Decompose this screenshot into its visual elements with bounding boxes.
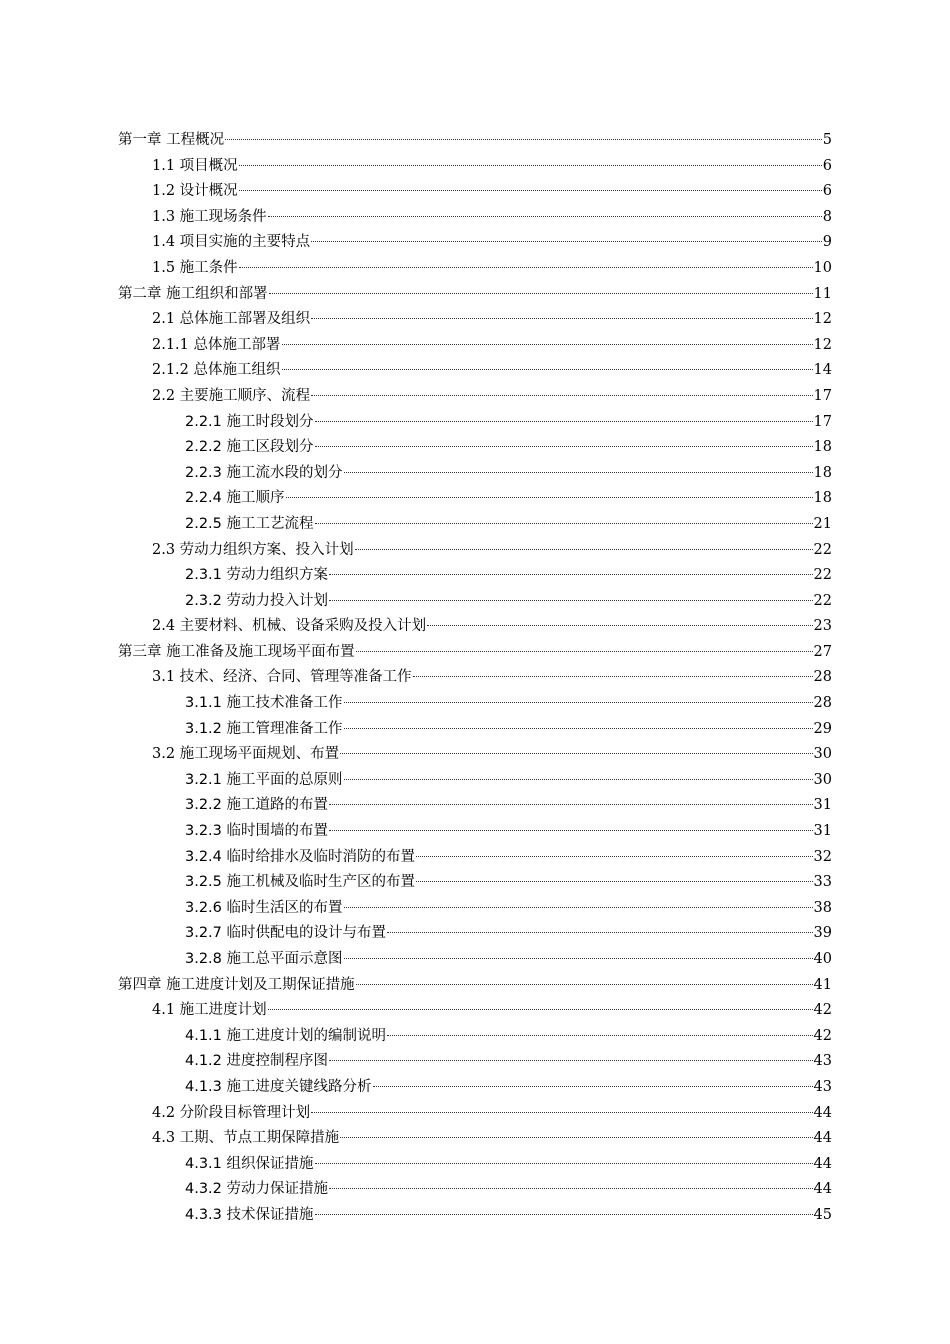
dot-leader — [315, 1199, 813, 1215]
dot-leader — [416, 866, 813, 882]
toc-entry-page-number: 27 — [813, 643, 832, 660]
dot-leader — [315, 431, 813, 447]
toc-entry-page-number: 12 — [813, 336, 832, 353]
toc-entry-title: 3.1 技术、经济、合同、管理等准备工作 — [152, 669, 412, 686]
dot-leader — [269, 278, 813, 294]
toc-entry-page-number: 30 — [813, 771, 832, 788]
dot-leader — [355, 534, 813, 550]
toc-entry-page-number: 33 — [813, 874, 832, 891]
table-of-contents — [0, 128, 950, 1229]
toc-entry-page-number: 11 — [813, 285, 832, 302]
toc-entry-title: 4.3.2 劳动力保证措施 — [185, 1181, 329, 1198]
toc-entry-page-number: 9 — [822, 234, 832, 251]
toc-entry-page-number: 6 — [822, 183, 832, 200]
dot-leader — [344, 943, 813, 959]
toc-entry-page-number: 44 — [813, 1130, 832, 1147]
toc-entry-title: 3.2.4 临时给排水及临时消防的布置 — [185, 848, 416, 865]
dot-leader — [427, 610, 812, 626]
toc-entry-title: 4.1 施工进度计划 — [152, 1002, 267, 1019]
toc-entry-title: 3.2.5 施工机械及临时生产区的布置 — [185, 874, 416, 891]
toc-entry-title: 3.1.2 施工管理准备工作 — [185, 720, 343, 737]
toc-entry-page-number: 28 — [813, 669, 832, 686]
dot-leader — [356, 636, 813, 652]
dot-leader — [286, 482, 813, 498]
toc-entry-page-number: 29 — [813, 720, 832, 737]
toc-entry-title: 4.2 分阶段目标管理计划 — [152, 1104, 311, 1121]
toc-entry-title: 第一章 工程概况 — [118, 132, 225, 148]
toc-entry-title: 2.3 劳动力组织方案、投入计划 — [152, 541, 354, 558]
toc-entry-page-number: 22 — [813, 541, 832, 558]
dot-leader — [268, 994, 813, 1010]
toc-entry-title: 2.2.2 施工区段划分 — [185, 439, 314, 456]
toc-entry-page-number: 21 — [813, 515, 832, 532]
dot-leader — [239, 150, 822, 166]
dot-leader — [311, 1097, 812, 1113]
toc-entry-title: 1.1 项目概况 — [152, 157, 238, 174]
dot-leader — [311, 303, 812, 319]
toc-entry-title: 3.2 施工现场平面规划、布置 — [152, 746, 340, 763]
toc-entry-title: 3.1.1 施工技术准备工作 — [185, 695, 343, 712]
toc-entry-page-number: 6 — [822, 157, 832, 174]
toc-entry-page-number: 8 — [822, 208, 832, 225]
toc-entry-page-number: 31 — [813, 797, 832, 814]
dot-leader — [340, 1122, 812, 1138]
toc-entry-page-number: 14 — [813, 362, 832, 379]
toc-entry-page-number: 28 — [813, 695, 832, 712]
toc-entry-title: 3.2.2 施工道路的布置 — [185, 797, 329, 814]
dot-leader — [344, 892, 813, 908]
toc-entry-title: 1.3 施工现场条件 — [152, 208, 267, 225]
toc-entry-page-number: 44 — [813, 1181, 832, 1198]
toc-entry-title: 第三章 施工准备及施工现场平面布置 — [118, 643, 355, 660]
toc-entry-title: 4.3.1 组织保证措施 — [185, 1155, 314, 1172]
dot-leader — [315, 406, 813, 422]
toc-entry-page-number: 23 — [813, 618, 832, 635]
dot-leader — [268, 201, 822, 217]
toc-entry-page-number: 43 — [813, 1053, 832, 1070]
toc-entry-page-number: 42 — [813, 1002, 832, 1019]
dot-leader — [311, 226, 822, 242]
toc-entry-page-number: 43 — [813, 1078, 832, 1095]
toc-entry-title: 2.1.2 总体施工组织 — [152, 362, 281, 379]
toc-entry-title: 2.3.2 劳动力投入计划 — [185, 592, 329, 609]
toc-entry-page-number: 18 — [813, 439, 832, 456]
dot-leader — [329, 815, 813, 831]
toc-entry-title: 4.3.3 技术保证措施 — [185, 1206, 314, 1223]
toc-entry-title: 3.2.8 施工总平面示意图 — [185, 951, 343, 967]
dot-leader — [413, 661, 813, 677]
toc-entry-title: 第四章 施工进度计划及工期保证措施 — [118, 976, 355, 993]
toc-entry-title: 2.2.4 施工顺序 — [185, 490, 285, 507]
dot-leader — [329, 789, 813, 805]
toc-entry-title: 4.1.3 施工进度关键线路分析 — [185, 1078, 372, 1095]
toc-entry-page-number: 22 — [813, 567, 832, 584]
dot-leader — [416, 841, 813, 857]
dot-leader — [329, 585, 813, 601]
dot-leader — [315, 508, 813, 524]
dot-leader — [329, 1173, 813, 1189]
dot-leader — [344, 457, 813, 473]
toc-entry-title: 第二章 施工组织和部署 — [118, 285, 268, 302]
toc-entry-title: 2.2 主要施工顺序、流程 — [152, 387, 311, 404]
dot-leader — [387, 917, 813, 933]
dot-leader — [282, 354, 813, 370]
dot-leader — [315, 1148, 813, 1164]
toc-entry-page-number: 38 — [813, 899, 832, 916]
toc-entry-title: 2.1 总体施工部署及组织 — [152, 311, 311, 328]
dot-leader — [225, 124, 822, 140]
toc-entry-title: 4.1.2 进度控制程序图 — [185, 1053, 329, 1070]
dot-leader — [387, 1020, 813, 1036]
toc-entry[interactable] — [0, 1203, 832, 1229]
toc-entry-title: 1.4 项目实施的主要特点 — [152, 234, 311, 251]
toc-entry-title: 2.4 主要材料、机械、设备采购及投入计划 — [152, 618, 427, 635]
dot-leader — [344, 713, 813, 729]
toc-entry-page-number: 42 — [813, 1027, 832, 1044]
toc-entry-page-number: 40 — [813, 951, 832, 967]
toc-entry-page-number: 30 — [813, 746, 832, 763]
dot-leader — [239, 252, 813, 268]
toc-entry-page-number: 17 — [813, 387, 832, 404]
toc-entry-page-number: 32 — [813, 848, 832, 865]
dot-leader — [329, 1045, 813, 1061]
toc-entry-title: 1.2 设计概况 — [152, 183, 238, 200]
toc-entry-title: 1.5 施工条件 — [152, 259, 238, 276]
toc-entry-page-number: 44 — [813, 1155, 832, 1172]
toc-entry-title: 2.2.1 施工时段划分 — [185, 413, 314, 430]
dot-leader — [344, 687, 813, 703]
toc-entry-page-number: 5 — [822, 132, 832, 148]
toc-entry-title: 2.1.1 总体施工部署 — [152, 336, 281, 353]
toc-entry-title: 3.2.1 施工平面的总原则 — [185, 771, 343, 788]
toc-entry-page-number: 12 — [813, 311, 832, 328]
toc-entry-page-number: 31 — [813, 823, 832, 840]
toc-entry-page-number: 41 — [813, 976, 832, 993]
dot-leader — [356, 969, 813, 985]
dot-leader — [282, 329, 813, 345]
toc-entry-title: 2.2.3 施工流水段的划分 — [185, 464, 343, 481]
toc-entry-title: 4.3 工期、节点工期保障措施 — [152, 1130, 340, 1147]
dot-leader — [239, 175, 822, 191]
toc-entry-title: 2.2.5 施工工艺流程 — [185, 515, 314, 532]
toc-entry-page-number: 18 — [813, 490, 832, 507]
toc-entry-page-number: 17 — [813, 413, 832, 430]
dot-leader — [340, 738, 812, 754]
toc-entry-page-number: 22 — [813, 592, 832, 609]
toc-entry-page-number: 39 — [813, 925, 832, 942]
toc-entry-title: 3.2.7 临时供配电的设计与布置 — [185, 925, 387, 942]
toc-entry-title: 3.2.3 临时围墙的布置 — [185, 823, 329, 840]
dot-leader — [329, 559, 813, 575]
toc-entry-page-number: 45 — [813, 1206, 832, 1223]
dot-leader — [373, 1071, 813, 1087]
toc-entry-page-number: 18 — [813, 464, 832, 481]
toc-entry-title: 2.3.1 劳动力组织方案 — [185, 567, 329, 584]
toc-entry-page-number: 44 — [813, 1104, 832, 1121]
toc-entry-page-number: 10 — [813, 259, 832, 276]
dot-leader — [344, 764, 813, 780]
toc-entry-title: 4.1.1 施工进度计划的编制说明 — [185, 1027, 387, 1044]
toc-entry-title: 3.2.6 临时生活区的布置 — [185, 899, 343, 916]
dot-leader — [311, 380, 812, 396]
